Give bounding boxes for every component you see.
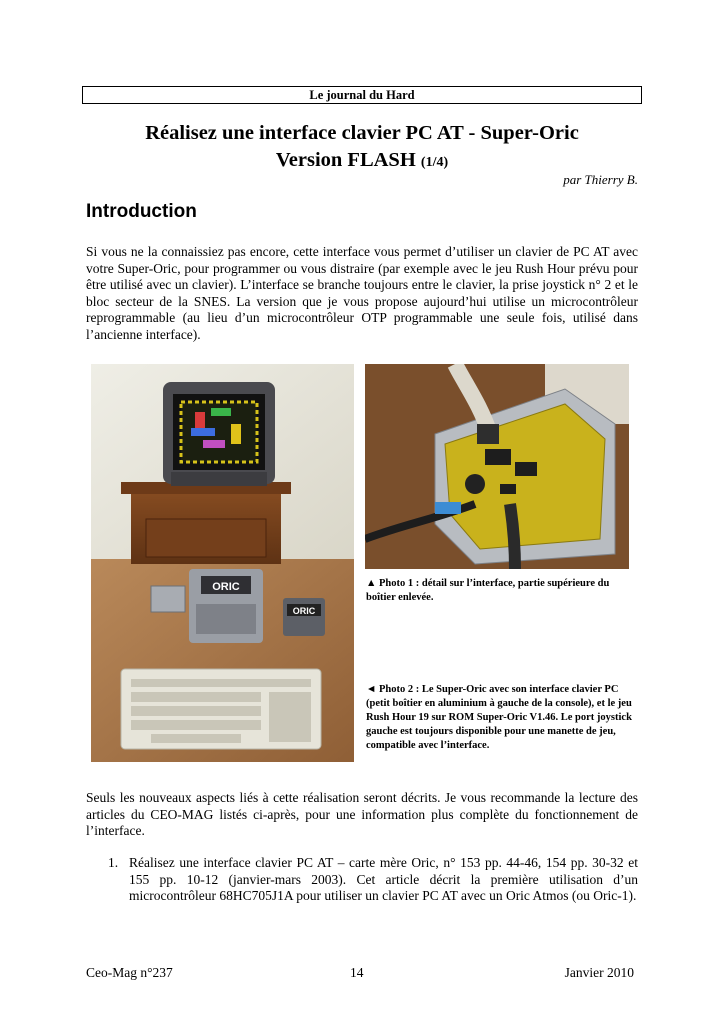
console-logo: ORIC bbox=[212, 581, 240, 593]
section-heading: Introduction bbox=[86, 201, 197, 222]
reference-list bbox=[86, 855, 638, 905]
journal-header bbox=[82, 86, 642, 104]
photo1-caption: ▲ Photo 1 : détail sur l’interface, partie supérieure du boîtier enlevée. bbox=[366, 578, 610, 603]
intro-paragraph: Si vous ne la connaissiez pas encore, cette interface vous permet d’utiliser un clavier de PC AT avec votre Super-Oric, pour programmer ou vous distraire (par exemple avec le jeu Rush Hour prévu pour être utilisé avec un clavier). L’interface se branche toujours entre le clavier, la prise joystick n° 2 et le bloc secteur de la SNES. La version que je vous propose aujourd’hui utilise un microcontrôleur reprogrammable (au lieu d’un microcontrôleur OTP programmable une seule fois, utilisé dans l’ancienne interface). bbox=[86, 244, 638, 342]
author-byline: par Thierry B. bbox=[563, 172, 638, 187]
references-intro-paragraph: Seuls les nouveaux aspects liés à cette réalisation seront décrits. Je vous recommande la lecture des articles du CEO-MAG listés ci-après, pour une information plus complète du fonctionnement de l’interface. bbox=[86, 790, 638, 839]
photo-super-oric-setup bbox=[91, 364, 354, 762]
title-part-number: (1/4) bbox=[420, 155, 449, 170]
setup-illustration bbox=[91, 364, 354, 762]
list-item-number: 1. bbox=[108, 855, 119, 870]
cartridge-logo: ORIC bbox=[292, 606, 316, 616]
title-line-2 bbox=[82, 147, 642, 176]
photo-interface-detail bbox=[365, 364, 629, 569]
footer-magazine-issue: Ceo-Mag n°237 bbox=[86, 965, 173, 980]
article-title bbox=[82, 120, 642, 176]
footer-page-number: 14 bbox=[350, 965, 364, 980]
interface-illustration bbox=[365, 364, 629, 569]
title-line-1: Réalisez une interface clavier PC AT - Super-Oric bbox=[145, 122, 579, 144]
title-version: Version FLASH bbox=[275, 149, 416, 171]
list-item bbox=[86, 855, 638, 905]
journal-name: Le journal du Hard bbox=[309, 88, 415, 102]
footer-date: Janvier 2010 bbox=[564, 965, 634, 980]
photo2-caption: ◄ Photo 2 : Le Super-Oric avec son interface clavier PC (petit boîtier en aluminium à gauche de la console), et le jeu Rush Hour 19 sur ROM Super-Oric V1.46. Le port joystick gauche est toujours disponible pour une manette de jeu, compatible avec l’interface. bbox=[366, 684, 632, 751]
list-item-text: Réalisez une interface clavier PC AT – carte mère Oric, n° 153 pp. 44-46, 154 pp. 30-32 et 155 pp. 10-12 (janvier-mars 2003). Cet article décrit la première utilisation d’un microcontrôleur 68HC705J1A pour utiliser un clavier PC AT avec un Oric Atmos (ou Oric-1). bbox=[129, 855, 638, 904]
